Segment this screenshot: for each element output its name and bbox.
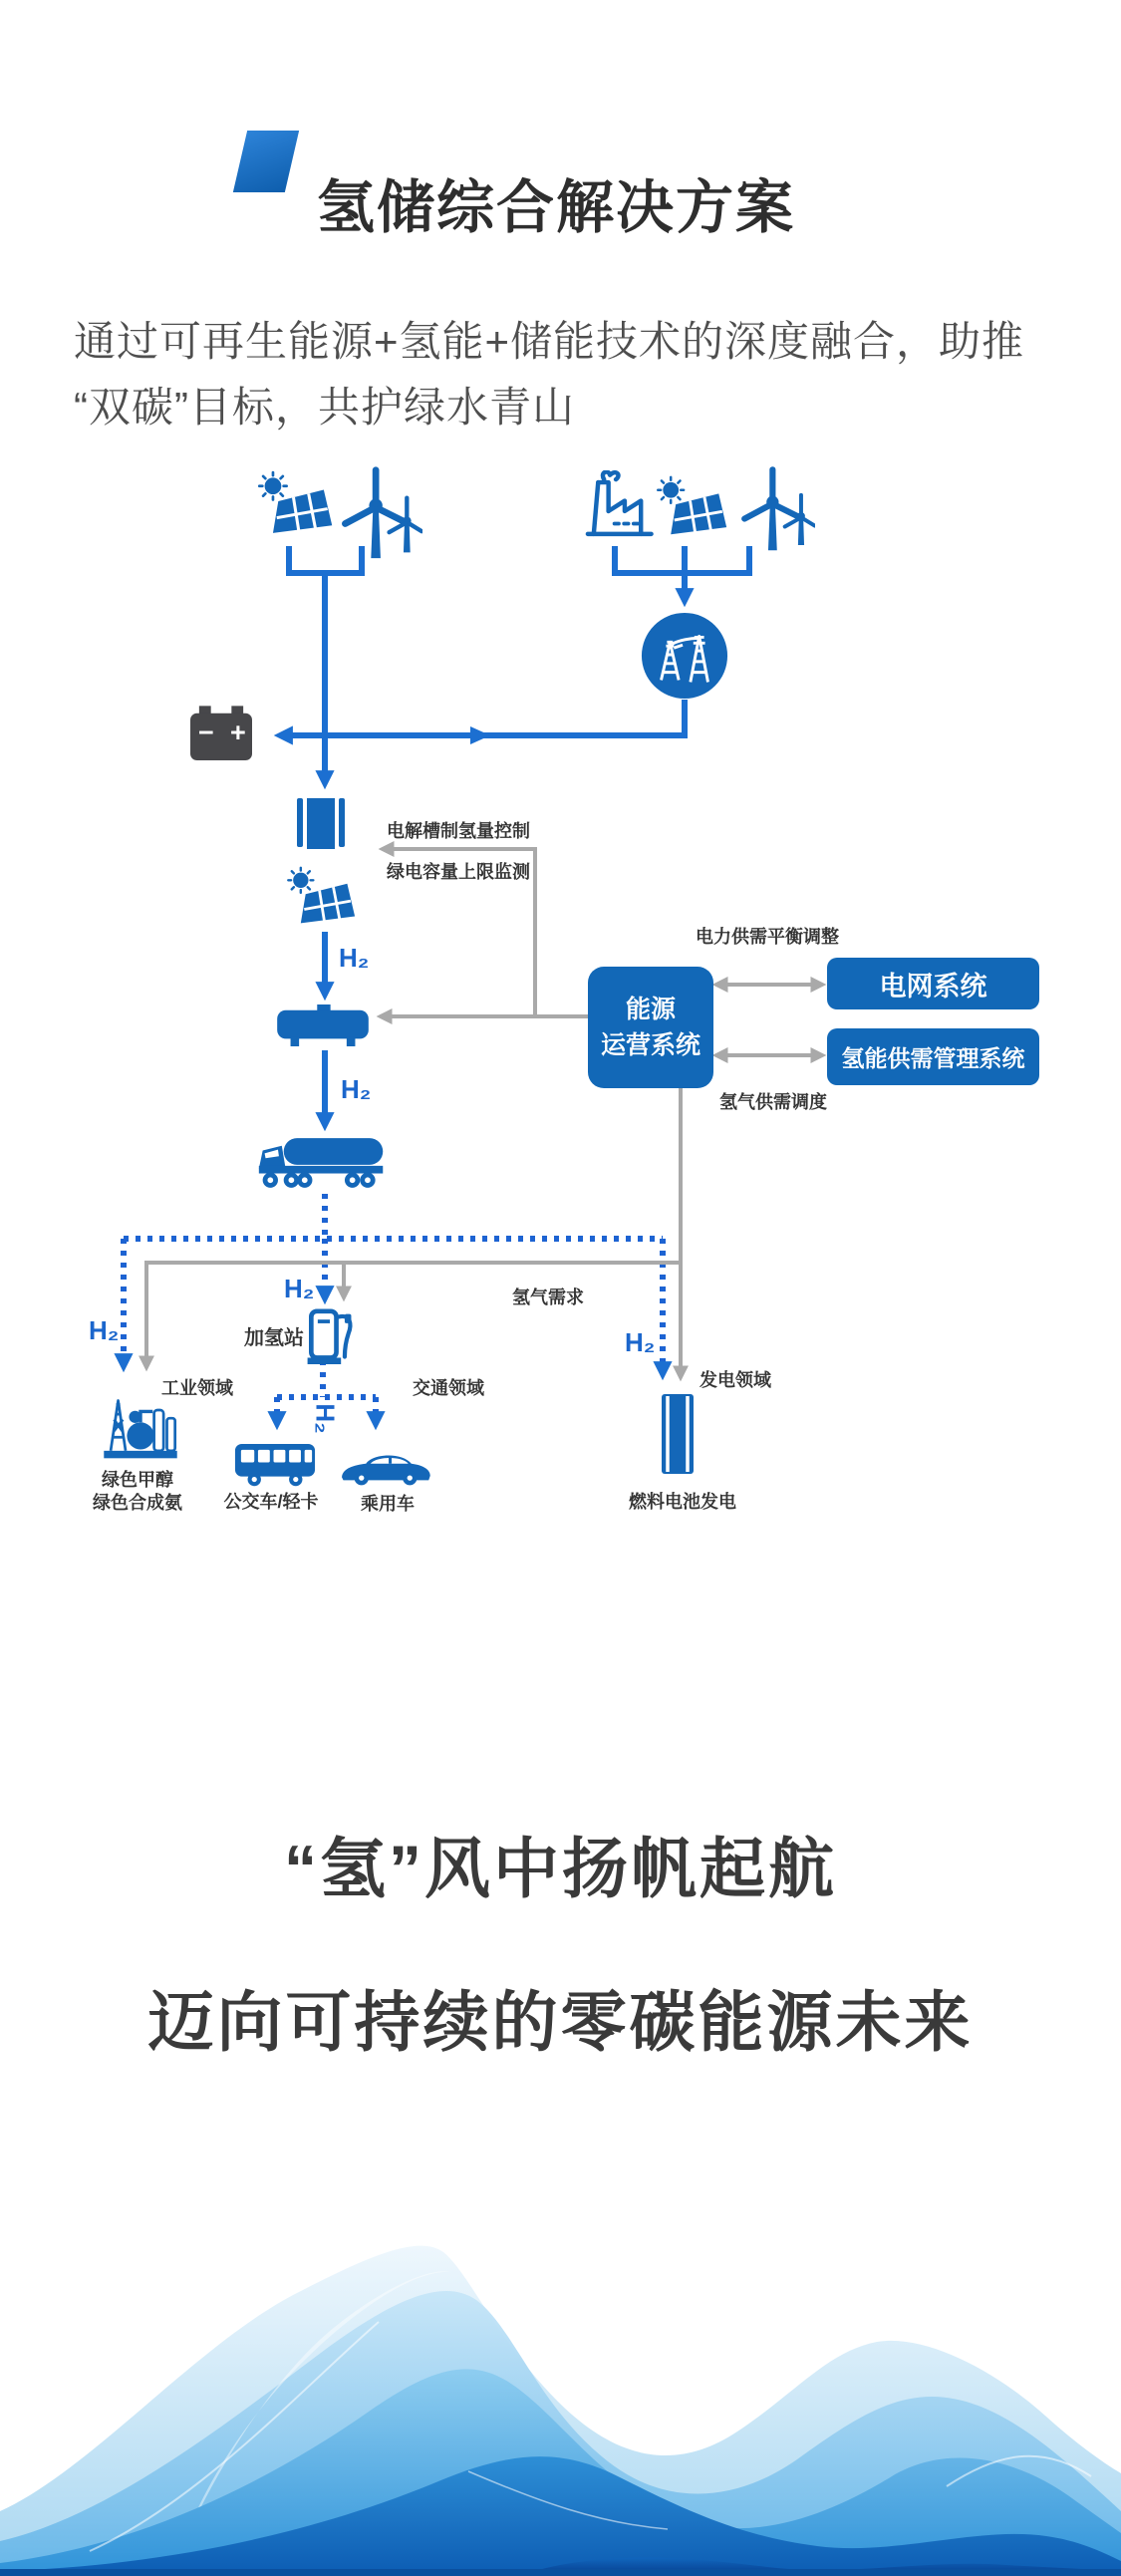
passenger-car-label: 乘用车 — [361, 1494, 415, 1514]
hydrogen-pump-icon — [305, 1308, 355, 1364]
energy-ops-label-line2: 运营系统 — [600, 1031, 701, 1059]
battery-plus-sign: + — [230, 717, 246, 747]
bus-truck-label: 公交车/轻卡 — [223, 1492, 319, 1512]
slogan-line-1: “氢”风中扬帆起航 — [284, 1832, 837, 1905]
grid-system-box — [827, 958, 1039, 1009]
power-grid-tower-icon — [640, 611, 729, 701]
hydrogen-supply-mgmt-box — [827, 1028, 1039, 1085]
hydrogen-storage-tank-icon — [277, 1004, 369, 1046]
solar-electrolysis-icon — [285, 865, 357, 929]
subtitle-line-2: “双碳”目标，共护绿水青山 — [74, 384, 575, 430]
power-field-label: 发电领域 — [700, 1370, 771, 1390]
hydrogen-supply-mgmt-label: 氢能供需管理系统 — [841, 1045, 1025, 1071]
title-accent-parallelogram — [233, 131, 299, 192]
refueling-station-label: 加氢站 — [244, 1327, 304, 1349]
fuel-cell-power-label: 燃料电池发电 — [629, 1492, 736, 1512]
electrolyzer-icon — [295, 798, 347, 849]
energy-ops-label-line1: 能源 — [625, 996, 676, 1023]
power-balance-label: 电力供需平衡调整 — [696, 927, 839, 947]
battery-storage-icon — [184, 702, 258, 763]
energy-operation-system-box — [588, 967, 713, 1088]
page-title: 氢储综合解决方案 — [317, 174, 796, 240]
wind-turbine-icon — [335, 464, 422, 560]
solar-sun-icon — [257, 468, 333, 540]
green-ammonia-line: 绿色合成氨 — [93, 1493, 182, 1513]
hydrogen-tanker-truck-icon — [255, 1134, 389, 1192]
subtitle-line-1: 通过可再生能源+氢能+储能技术的深度融合，助推 — [74, 318, 1025, 365]
wind-turbine-icon — [735, 464, 815, 552]
factory-icon — [582, 470, 656, 540]
green-power-monitor-label: 绿电容量上限监测 — [387, 862, 530, 882]
car-icon — [339, 1445, 432, 1487]
h2-demand-label: 氢气需求 — [512, 1288, 584, 1307]
h2-label-station: H₂ — [284, 1274, 315, 1303]
electrolyzer-control-label: 电解槽制氢量控制 — [387, 821, 530, 841]
h2-label-power: H₂ — [625, 1327, 656, 1357]
h2-label-storage: H₂ — [341, 1074, 372, 1104]
green-methanol-line: 绿色甲醇 — [102, 1470, 173, 1490]
slogan-line-2: 迈向可持续的零碳能源未来 — [147, 1985, 974, 2059]
solar-sun-icon — [654, 474, 729, 540]
h2-label-vehicles: H₂ — [310, 1403, 341, 1434]
h2-dispatch-label: 氢气供需调度 — [719, 1092, 827, 1112]
fuel-cell-icon — [661, 1393, 695, 1475]
h2-label-industry: H₂ — [89, 1315, 120, 1345]
transport-field-label: 交通领域 — [413, 1378, 484, 1398]
h2-label-electrolysis: H₂ — [339, 943, 370, 973]
industry-field-label: 工业领域 — [161, 1378, 233, 1398]
bus-icon — [233, 1441, 317, 1487]
wave-decoration — [0, 2172, 1121, 2576]
battery-minus-sign: − — [198, 717, 214, 747]
chemical-plant-icon — [102, 1391, 179, 1459]
grid-system-label: 电网系统 — [879, 971, 987, 1002]
page-subtitle — [74, 309, 1070, 440]
